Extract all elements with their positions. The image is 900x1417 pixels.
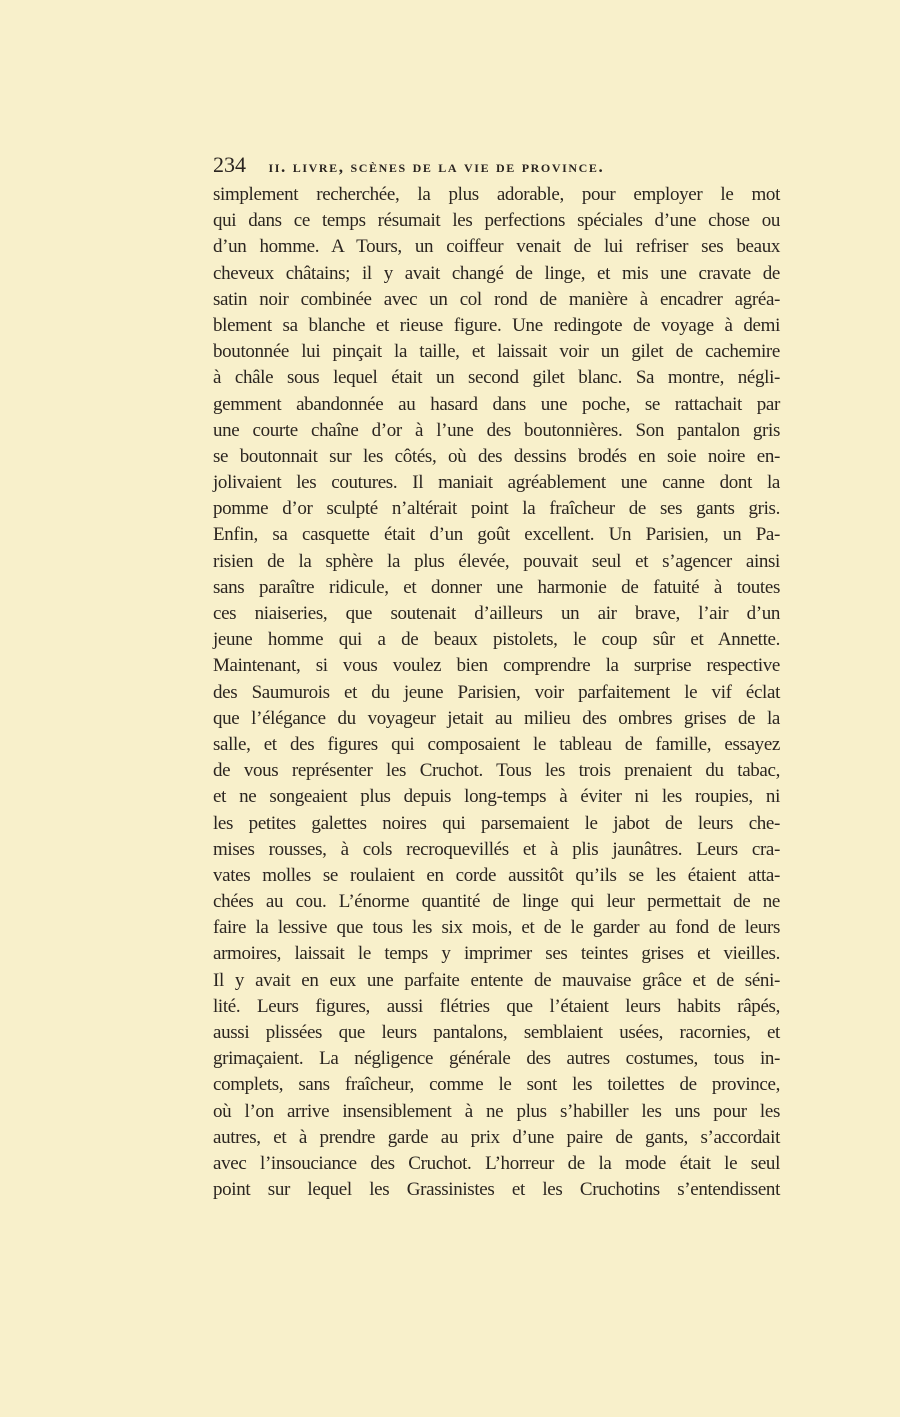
text-line: des Saumurois et du jeune Parisien, voir parfaitement le vif éclat [213, 681, 780, 703]
text-line: avec l’insouciance des Cruchot. L’horreur de la mode était le seul [213, 1152, 780, 1174]
text-line: chées au cou. L’énorme quantité de linge qui leur permettait de ne [213, 891, 780, 913]
text-line: jolivaient les coutures. Il maniait agréablement une canne dont la [213, 472, 780, 494]
text-line: blement sa blanche et rieuse figure. Une redingote de voyage à demi [213, 314, 780, 336]
text-line: simplement recherchée, la plus adorable, pour employer le mot [213, 184, 780, 205]
text-line: autres, et à prendre garde au prix d’une paire de gants, s’accordait [213, 1126, 780, 1148]
text-line: risien de la sphère la plus élevée, pouvait seul et s’agencer ainsi [213, 550, 780, 572]
text-line: Maintenant, si vous voulez bien comprendre la surprise respective [213, 655, 780, 677]
text-line: Il y avait en eux une parfaite entente de mauvaise grâce et de séni- [213, 969, 780, 991]
text-line: salle, et des figures qui composaient le tableau de famille, essayez [213, 733, 780, 755]
text-line: Enfin, sa casquette était d’un goût excellent. Un Parisien, un Pa- [213, 524, 780, 546]
text-line: aussi plissées que leurs pantalons, semblaient usées, racornies, et [213, 1022, 780, 1043]
text-line: lité. Leurs figures, aussi flétries que l’étaient leurs habits râpés, [213, 995, 780, 1017]
text-line: cheveux châtains; il y avait changé de linge, et mis une cravate de [213, 262, 780, 284]
text-line: qui dans ce temps résumait les perfections spéciales d’une chose ou [213, 210, 780, 232]
text-line: où l’on arrive insensiblement à ne plus s’habiller les uns pour les [213, 1100, 780, 1122]
text-line: boutonnée lui pinçait la taille, et laissait voir un gilet de cachemire [213, 341, 780, 363]
text-line: une courte chaîne d’or à l’une des boutonnières. Son pantalon gris [213, 419, 780, 441]
text-line: mises rousses, à cols recroquevillés et à plis jaunâtres. Leurs cra- [213, 838, 780, 860]
page-number: 234 [213, 152, 246, 177]
text-line: sans paraître ridicule, et donner une harmonie de fatuité à toutes [213, 576, 780, 598]
text-line: se boutonnait sur les côtés, où des dessins brodés en soie noire en- [213, 445, 780, 467]
text-line: pomme d’or sculpté n’altérait point la fraîcheur de ses gants gris. [213, 498, 780, 520]
text-line: d’un homme. A Tours, un coiffeur venait de lui refriser ses beaux [213, 236, 780, 258]
text-line: point sur lequel les Grassinistes et les Cruchotins s’entendissent [213, 1179, 780, 1201]
text-line: armoires, laissait le temps y imprimer ses teintes grises et vieilles. [213, 943, 780, 965]
text-line: grimaçaient. La négligence générale des autres costumes, tous in- [213, 1048, 780, 1070]
text-line: faire la lessive que tous les six mois, et de le garder au fond de leurs [213, 917, 780, 939]
text-line: et ne songeaient plus depuis long-temps à éviter ni les roupies, ni [213, 786, 780, 808]
text-line: gemment abandonnée au hasard dans une poche, se rattachait par [213, 393, 780, 415]
text-line: satin noir combinée avec un col rond de manière à encadrer agréa- [213, 288, 780, 310]
running-title: ii. livre, scènes de la vie de province. [268, 157, 605, 176]
text-line: les petites galettes noires qui parsemaient le jabot de leurs che- [213, 812, 780, 834]
text-line: complets, sans fraîcheur, comme le sont les toilettes de province, [213, 1074, 780, 1096]
text-line: que l’élégance du voyageur jetait au milieu des ombres grises de la [213, 707, 780, 729]
text-line: ces niaiseries, que soutenait d’ailleurs un air brave, l’air d’un [213, 603, 780, 624]
text-line: de vous représenter les Cruchot. Tous les trois prenaient du tabac, [213, 760, 780, 782]
body-text [213, 182, 780, 1203]
text-line: à châle sous lequel était un second gilet blanc. Sa montre, négli- [213, 367, 780, 389]
text-line: vates molles se roulaient en corde aussitôt qu’ils se les étaient atta- [213, 864, 780, 886]
running-header [213, 152, 780, 178]
text-line: jeune homme qui a de beaux pistolets, le coup sûr et Annette. [213, 629, 780, 651]
